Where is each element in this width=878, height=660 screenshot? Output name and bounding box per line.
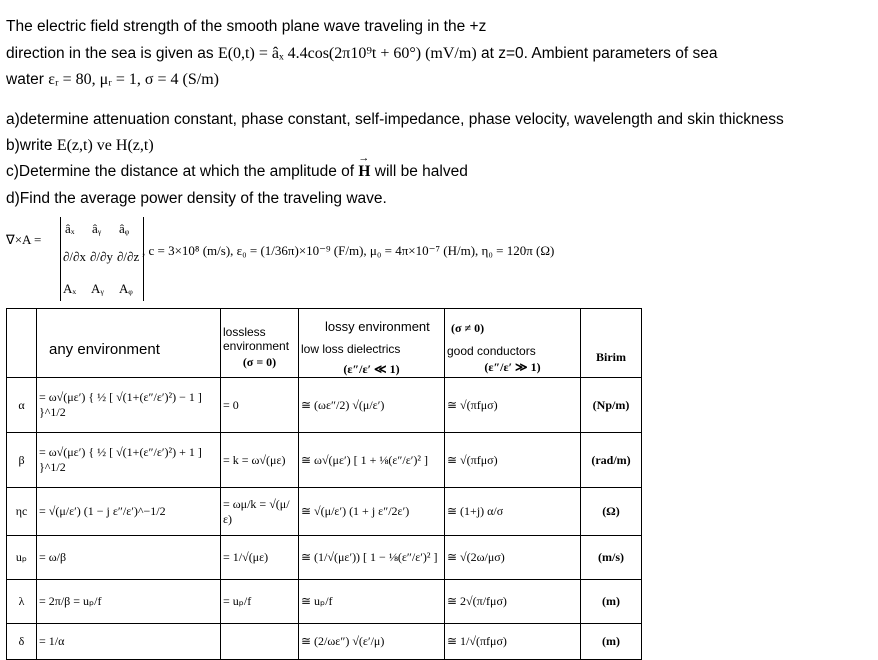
- header-lossy: lossy environment: [325, 319, 430, 334]
- header-unit: Birim: [581, 309, 642, 378]
- header-lowloss: [299, 309, 445, 378]
- det-r1c3: âᵩ: [119, 221, 130, 236]
- cell-delta-lowloss: ≅ (2/ωε″) √(ε′/μ): [299, 624, 445, 660]
- sea-parameters: εᵣ = 80, μᵣ = 1, σ = 4 (S/m): [48, 71, 219, 88]
- det-r1c1: âₓ: [65, 221, 75, 236]
- cell-up-sym: uₚ: [7, 536, 37, 580]
- question-b-pre: b)write: [6, 137, 57, 154]
- det-r2c2: ∂/∂y: [90, 249, 113, 264]
- cell-lambda-any: = 2π/β = uₚ/f: [37, 580, 221, 624]
- problem-line-2-post: at z=0. Ambient parameters of sea: [476, 45, 718, 62]
- cell-alpha-any: = ω√(με′) { ½ [ √(1+(ε″/ε′)²) − 1 ] }^1/2: [37, 378, 221, 433]
- cell-delta-good: ≅ 1/√(πfμσ): [445, 624, 581, 660]
- table-row-alpha: [7, 378, 642, 433]
- cell-beta-unit: (rad/m): [581, 433, 642, 488]
- cell-lambda-sym: λ: [7, 580, 37, 624]
- table-row-lambda: [7, 580, 642, 624]
- cell-up-any: = ω/β: [37, 536, 221, 580]
- cell-eta-unit: (Ω): [581, 488, 642, 536]
- det-r3c2: Aᵧ: [91, 281, 104, 296]
- cell-delta-sym: δ: [7, 624, 37, 660]
- header-good-label: good conductors: [447, 344, 536, 358]
- cell-lambda-lossless: = uₚ/f: [221, 580, 299, 624]
- problem-line-3-pre: water: [6, 71, 49, 88]
- question-d: d)Find the average power density of the traveling wave.: [6, 190, 387, 207]
- cell-beta-good: ≅ √(πfμσ): [445, 433, 581, 488]
- cell-alpha-unit: (Np/m): [581, 378, 642, 433]
- table-header-row: [7, 309, 642, 378]
- header-good-cond: (ε″/ε′ ≫ 1): [484, 360, 541, 374]
- cell-delta-any: = 1/α: [37, 624, 221, 660]
- table-row-delta: [7, 624, 642, 660]
- cell-up-good: ≅ √(2ω/μσ): [445, 536, 581, 580]
- cell-beta-any: = ω√(με′) { ½ [ √(1+(ε″/ε′)²) + 1 ] }^1/2: [37, 433, 221, 488]
- header-lossless: [221, 309, 299, 378]
- problem-line-2-pre: direction in the sea is given as: [6, 45, 218, 62]
- header-good-conductors: [445, 309, 581, 378]
- cell-up-lowloss: ≅ (1/√(με′)) [ 1 − ⅛(ε″/ε′)² ]: [299, 536, 445, 580]
- cell-alpha-good: ≅ √(πfμσ): [445, 378, 581, 433]
- problem-line-2: [6, 45, 717, 63]
- det-r3c3: Aᵩ: [119, 281, 133, 296]
- physical-constants: , c = 3×10⁸ (m/s), ε₀ = (1/36π)×10⁻⁹ (F/m), μ₀ = 4π×10⁻⁷ (H/m), η₀ = 120π (Ω): [142, 243, 555, 258]
- header-lossless-label: lossless environment: [223, 324, 290, 353]
- table-row-eta: [7, 488, 642, 536]
- question-c: [6, 163, 468, 181]
- cell-delta-lossless: [221, 624, 299, 660]
- header-any-environment: any environment: [37, 309, 221, 378]
- header-lowloss-cond: (ε″/ε′ ≪ 1): [343, 362, 400, 376]
- header-lowloss-label: low loss dielectrics: [301, 342, 401, 356]
- problem-line-3: [6, 71, 219, 89]
- det-r1c2: âᵧ: [92, 221, 102, 236]
- cell-lambda-lowloss: ≅ uₚ/f: [299, 580, 445, 624]
- cell-delta-unit: (m): [581, 624, 642, 660]
- curl-lhs: ∇×A =: [6, 232, 42, 247]
- table-row-up: [7, 536, 642, 580]
- header-lossy-cond: (σ ≠ 0): [451, 321, 485, 335]
- cell-beta-lossless: = k = ω√(με): [221, 433, 299, 488]
- question-c-pre: c)Determine the distance at which the amplitude of: [6, 163, 359, 180]
- cell-eta-any: = √(μ/ε′) (1 − j ε″/ε′)^−1/2: [37, 488, 221, 536]
- cell-alpha-sym: α: [7, 378, 37, 433]
- cell-up-unit: (m/s): [581, 536, 642, 580]
- cell-beta-lowloss: ≅ ω√(με′) [ 1 + ⅛(ε″/ε′)² ]: [299, 433, 445, 488]
- det-r2c1: ∂/∂x: [63, 249, 86, 264]
- table-row-beta: [7, 433, 642, 488]
- det-r2c3: ∂/∂z: [117, 249, 140, 264]
- question-b: [6, 137, 154, 155]
- cell-eta-sym: ηc: [7, 488, 37, 536]
- h-vector-symbol: → H: [358, 163, 370, 181]
- cell-eta-lowloss: ≅ √(μ/ε′) (1 + j ε″/2ε′): [299, 488, 445, 536]
- curl-determinant: [60, 217, 144, 301]
- cell-lambda-unit: (m): [581, 580, 642, 624]
- cell-up-lossless: = 1/√(με): [221, 536, 299, 580]
- cell-alpha-lossless: = 0: [221, 378, 299, 433]
- cell-eta-lossless: = ωμ/k = √(μ/ε): [221, 488, 299, 536]
- cell-beta-sym: β: [7, 433, 37, 488]
- formula-table: [6, 308, 642, 660]
- question-a: a)determine attenuation constant, phase constant, self-impedance, phase velocity, wavelength and skin thickness: [6, 111, 784, 128]
- field-equation: E(0,t) = âₓ 4.4cos(2π10⁹t + 60°) (mV/m): [217, 45, 477, 62]
- cell-lambda-good: ≅ 2√(π/fμσ): [445, 580, 581, 624]
- question-b-equation: E(z,t) ve H(z,t): [56, 137, 154, 154]
- header-lossless-cond: (σ = 0): [242, 354, 277, 369]
- problem-line-1: The electric field strength of the smooth plane wave traveling in the +z: [6, 18, 487, 35]
- cell-eta-good: ≅ (1+j) α/σ: [445, 488, 581, 536]
- question-c-post: will be halved: [370, 163, 468, 180]
- cell-alpha-lowloss: ≅ (ωε″/2) √(μ/ε′): [299, 378, 445, 433]
- det-r3c1: Aₓ: [63, 281, 77, 296]
